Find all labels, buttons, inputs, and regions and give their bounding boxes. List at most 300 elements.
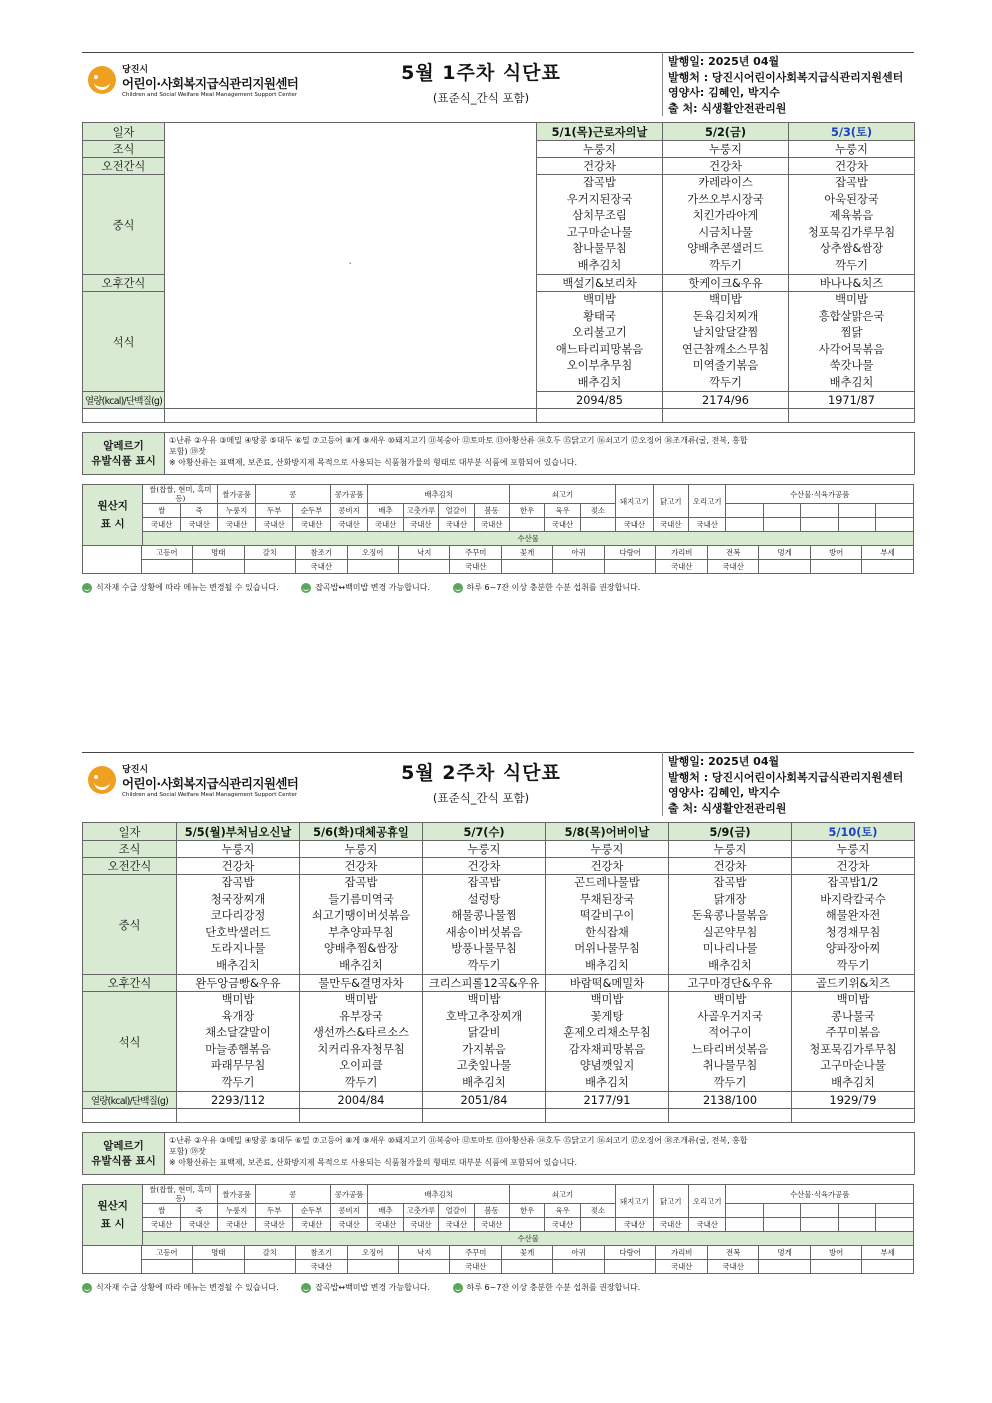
empty-cell [669,1109,792,1123]
origin-sub-header: 쌀 [143,504,180,518]
row-label: 오후간식 [83,975,177,992]
origin-table [82,1184,914,1246]
nutrition-cell: 1929/79 [792,1092,915,1109]
dish: 가쓰오부시장국 [687,192,764,206]
pm-snack-cell: 골드키위&치즈 [792,975,915,992]
dish: 배추김치 [462,1075,506,1089]
seafood-value: 국내산 [296,1260,347,1274]
origin-value: 국내산 [368,1218,403,1232]
origin-value: 국내산 [439,518,474,532]
dish: 머위나물무침 [574,942,640,955]
origin-value [509,518,544,532]
origin-sub-header: 두부 [255,1204,292,1218]
week-1-header [82,52,914,116]
origin-empty [838,1218,875,1232]
origin-empty [838,504,875,518]
nutrition-cell: 2051/84 [423,1092,546,1109]
origin-value: 국내산 [403,1218,438,1232]
dish: 쇠고기땡이버섯볶음 [311,909,411,922]
origin-group-header: 콩가공품 [330,1185,367,1204]
origin-sub-header: 죽 [180,504,218,518]
center-logo [88,62,298,106]
origin-group-header: 쌀(찹쌀, 현미, 흑미 등) [143,1185,218,1204]
origin-group-header: 수산물·식육가공품 [726,1185,914,1204]
seafood-name: 아귀 [553,546,604,560]
seafood-name: 고등어 [141,1246,192,1260]
nutrition-cell: 1971/87 [789,392,915,409]
page-title: 5월 1주차 식단표 [401,62,561,84]
breakfast-cell: 누룽지 [546,841,669,858]
dish: 제육볶음 [829,209,874,222]
origin-sub-header: 육우 [545,1204,580,1218]
origin-empty [763,504,800,518]
seafood-value: 국내산 [296,560,347,574]
note: 잡곡밥↔백미밥 변경 가능합니다. [301,1282,430,1293]
dinner-cell [300,992,423,1092]
seafood-name: 참조기 [296,546,347,560]
dish: 잡곡밥 [221,876,255,889]
dish: 아욱된장국 [824,192,879,206]
dish: 채소달걀말이 [205,1026,271,1039]
seafood-spacer [83,546,142,574]
origin-value: 국내산 [330,518,367,532]
dish: 쑥갓나물 [829,359,874,372]
seafood-name: 주꾸미 [450,1246,501,1260]
empty-cell [789,409,915,423]
origin-sub-header: 배추 [368,504,403,518]
origin-sub-header: 순두부 [293,1204,331,1218]
origin-empty [763,1204,800,1218]
seafood-name: 아귀 [553,1246,604,1260]
breakfast-cell: 누룽지 [300,841,423,858]
dish: 깍두기 [709,375,742,389]
dish: 도라지나물 [210,942,266,955]
dish: 배추김치 [339,958,383,972]
lunch-cell [669,875,792,975]
pm-snack-cell: 백설기&보리차 [537,275,663,292]
page-subtitle: (표준식_간식 포함) [432,791,530,805]
dish: 배추김치 [577,375,622,389]
empty-cell [165,409,537,423]
origin-value: 국내산 [293,518,331,532]
seafood-name: 전복 [707,1246,758,1260]
day-header: 5/8(목)어버이날 [546,823,669,841]
dietitian: 영양사: 김혜인, 박지수 [668,786,780,799]
dish: 배추김치 [585,1075,629,1089]
row-label-date: 일자 [83,123,165,141]
dish: 해물완자전 [825,909,881,922]
lunch-cell [789,175,915,275]
dish: 백미밥 [590,993,624,1006]
am-snack-cell: 건강차 [792,858,915,875]
origin-group-header: 쌀가공품 [218,485,255,504]
allergy-note: ※ 아황산류는 표백제, 보존료, 산화방지제 목적으로 사용되는 식품첨가물의 형태로 대부분 식품에 포함되어 있습니다. [169,1158,578,1167]
pm-snack-cell: 완두앙금빵&우유 [177,975,300,992]
smile-logo-icon [88,766,116,794]
origin-group-header: 쇠고기 [509,485,615,504]
breakfast-cell: 누룽지 [789,141,915,158]
logo-city: 당진시 [122,765,149,775]
notes [82,1282,914,1293]
day-header: 5/7(수) [423,823,546,841]
seafood-value: 국내산 [656,1260,707,1274]
origin-empty [726,518,763,532]
seafood-value [193,1260,244,1274]
day-header: 5/2(금) [663,123,789,141]
origin-sub-header: 육우 [545,504,580,518]
dish: 백미밥 [344,993,378,1006]
dish: 오이피클 [339,1059,383,1072]
dish: 떡갈비구이 [579,909,635,922]
origin-value: 국내산 [218,1218,255,1232]
allergy-line: ①난류 ②우유 ③메밀 ④땅콩 ⑤대두 ⑥밀 ⑦고등어 ⑧게 ⑨새우 ⑩돼지고기 ⑪복숭아 ⑫토마토 ⑬아황산류 ⑭호두 ⑮닭고기 ⑯쇠고기 ⑰오징어 ⑱조개류(굴, 전복, 홍합 [169,1136,748,1145]
smile-icon [453,583,463,593]
nutrition-cell: 2094/85 [537,392,663,409]
seafood-name: 다랑어 [604,546,655,560]
dish: 적어구이 [708,1026,752,1039]
lunch-cell [546,875,669,975]
nutrition-cell: 2004/84 [300,1092,423,1109]
origin-value: 국내산 [474,1218,509,1232]
dish: 마늘종햄볶음 [205,1042,271,1056]
lunch-cell [792,875,915,975]
empty-cell [300,1109,423,1123]
origin-sub-header: 고춧가루 [403,1204,438,1218]
seafood-spacer [83,1246,142,1274]
seafood-value [810,560,861,574]
smile-icon [453,1283,463,1293]
origin-group-header: 쌀가공품 [218,1185,255,1204]
allergy-table [82,432,915,475]
row-label-pm-snack: 오후간식 [83,275,165,292]
origin-value: 국내산 [255,518,292,532]
seafood-value [759,560,810,574]
dish: 무채된장국 [579,892,635,906]
origin-value: 국내산 [688,518,725,532]
origin-group-header: 배추김치 [368,1185,510,1204]
dish: 잡곡밥 [467,876,501,889]
origin-empty [801,1204,838,1218]
smile-icon [301,583,311,593]
origin-slot [82,1184,914,1274]
dish: 돈육김치찌개 [692,309,759,323]
dish: 카레라이스 [698,176,753,189]
origin-sub-header: 젖소 [580,504,615,518]
dish: 육개장 [221,1009,255,1023]
logo-english-name: Children and Social Welfare Meal Management Support Center [122,792,298,798]
origin-value: 국내산 [616,518,653,532]
origin-value: 국내산 [688,1218,725,1232]
allergy-line: 포함) ⑲잣 [169,1147,206,1156]
empty-cell [546,1109,669,1123]
origin-value [509,1218,544,1232]
menu-table [82,122,915,423]
seafood-value [347,1260,398,1274]
seafood-name: 멍게 [759,1246,810,1260]
row-label: 석식 [83,992,177,1092]
origin-empty [876,1218,914,1232]
seafood-value [141,1260,192,1274]
origin-group-header: 돼지고기 [616,485,653,518]
row-label: 일자 [83,823,177,841]
origin-empty [876,1204,914,1218]
dish: 시금치나물 [698,225,753,239]
dish: 치킨가라아게 [692,209,759,222]
dish: 단호박샐러드 [205,925,271,939]
am-snack-cell: 건강차 [663,158,789,175]
smile-icon [82,1283,92,1293]
dish: 깍두기 [835,258,868,272]
dish: 애느타리피망볶음 [555,342,644,356]
empty-cell [177,1109,300,1123]
am-snack-cell: 건강차 [669,858,792,875]
dish: 깍두기 [344,1075,378,1089]
empty-cell [792,1109,915,1123]
day-header: 5/5(월)부처님오신날 [177,823,300,841]
dish: 실곤약무침 [702,925,758,939]
dish: 청국장찌개 [210,892,266,906]
dish: 배추김치 [708,958,752,972]
origin-value [580,1218,615,1232]
day-header: 5/9(금) [669,823,792,841]
seafood-value [244,1260,295,1274]
am-snack-cell: 건강차 [546,858,669,875]
seafood-value [501,1260,552,1274]
seafood-value [862,560,914,574]
empty-cell [83,409,165,423]
seafood-name: 멍게 [759,546,810,560]
empty-cell [423,1109,546,1123]
origin-sub-header: 콩비지 [330,1204,367,1218]
dish: 파래무무침 [210,1059,266,1072]
row-label: 오전간식 [83,858,177,875]
dish: 양파장아찌 [825,942,881,955]
menu-table [82,822,915,1123]
dinner-cell [792,992,915,1092]
dinner-cell [669,992,792,1092]
dish: 곤드레나물밥 [574,876,640,889]
dish: 잡곡밥 [344,876,378,889]
dish: 훈제오리채소무침 [563,1026,651,1039]
origin-value: 국내산 [330,1218,367,1232]
dish: 배추김치 [829,375,874,389]
dish: 닭갈비 [467,1026,501,1039]
dish: 배추김치 [577,258,622,272]
origin-label: 원산지 표 시 [83,485,143,546]
origin-sub-header: 고춧가루 [403,504,438,518]
publisher: 발행처 : 당진시어린이사회복지급식관리지원센터 [668,70,904,84]
am-snack-cell: 건강차 [537,158,663,175]
origin-empty [726,1204,763,1218]
week-1-page [82,52,914,593]
origin-group-header: 콩가공품 [330,485,367,504]
issue-date: 발행일: 2025년 04월 [668,755,780,768]
seafood-table [82,1245,914,1274]
seafood-value: 국내산 [656,560,707,574]
allergy-line: 포함) ⑲잣 [169,447,206,456]
pm-snack-cell: 크리스피롤12곡&우유 [423,975,546,992]
seafood-name: 가리비 [656,1246,707,1260]
seafood-value: 국내산 [450,1260,501,1274]
week-2-page [82,752,914,1293]
dish: 찜닭 [840,326,863,339]
dish: 한식잡채 [585,925,629,939]
seafood-value [604,1260,655,1274]
origin-empty [763,1218,800,1232]
seafood-name: 방어 [810,1246,861,1260]
dish: 해물콩나물찜 [451,909,517,922]
dish: 날치알달걀찜 [692,326,759,339]
origin-value: 국내산 [218,518,255,532]
origin-group-header: 배추김치 [368,485,510,504]
seafood-value: 국내산 [707,1260,758,1274]
logo-name: 어린이·사회복지급식관리지원센터 [122,776,299,791]
note: 식자재 수급 상황에 따라 메뉴는 변경될 수 있습니다. [82,582,279,593]
page-subtitle: (표준식_간식 포함) [432,91,530,105]
dish: 잡곡밥 [835,176,868,189]
lunch-cell [423,875,546,975]
origin-value: 국내산 [439,1218,474,1232]
dish: 사골우거지국 [697,1009,763,1023]
lunch-cell [663,175,789,275]
dish: 배추김치 [585,958,629,972]
dish: 우거지된장국 [566,192,633,206]
row-label-am-snack: 오전간식 [83,158,165,175]
seafood-name: 오징어 [347,546,398,560]
blank-cell: ` [165,123,537,409]
am-snack-cell: 건강차 [300,858,423,875]
origin-group-header: 콩 [255,485,330,504]
allergy-list [165,433,915,475]
dish: 고구마순나물 [820,1059,886,1072]
nutrition-cell: 2174/96 [663,392,789,409]
dish: 주꾸미볶음 [825,1026,881,1039]
origin-value: 국내산 [368,518,403,532]
seafood-value [141,560,192,574]
dish: 치커리유자청무침 [317,1042,405,1056]
origin-sub-header: 콩비지 [330,504,367,518]
empty-cell [663,409,789,423]
smile-icon [301,1283,311,1293]
origin-value: 국내산 [653,518,688,532]
logo-name: 어린이·사회복지급식관리지원센터 [122,76,299,91]
origin-empty [726,504,763,518]
allergy-table [82,1132,915,1175]
seafood-name: 고등어 [141,546,192,560]
dish: 참나물무침 [572,242,627,255]
origin-value: 국내산 [653,1218,688,1232]
origin-empty [801,1218,838,1232]
seafood-name: 갈치 [244,546,295,560]
seafood-name: 꽃게 [501,546,552,560]
dish: 오리불고기 [572,326,627,339]
dish: 청포묵김가루무침 [807,225,896,239]
allergy-list [165,1133,915,1175]
dish: 백미밥 [583,293,616,306]
allergy-line: ①난류 ②우유 ③메밀 ④땅콩 ⑤대두 ⑥밀 ⑦고등어 ⑧게 ⑨새우 ⑩돼지고기 ⑪복숭아 ⑫토마토 ⑬아황산류 ⑭호두 ⑮닭고기 ⑯쇠고기 ⑰오징어 ⑱조개류(굴, 전복, 홍합 [169,436,748,445]
origin-empty [763,518,800,532]
dish: 고구마순나물 [566,225,633,239]
dish: 백미밥 [467,993,501,1006]
breakfast-cell: 누룽지 [537,141,663,158]
dinner-cell [663,292,789,392]
dinner-cell [423,992,546,1092]
origin-sub-header: 배추 [368,1204,403,1218]
row-label-lunch: 중식 [83,175,165,275]
origin-group-header: 콩 [255,1185,330,1204]
note: 하루 6~7잔 이상 충분한 수분 섭취를 권장합니다. [453,582,641,593]
origin-group-header: 닭고기 [653,485,688,518]
dish: 들기름미역국 [328,892,394,906]
pm-snack-cell: 바람떡&메밀차 [546,975,669,992]
seafood-value [501,560,552,574]
origin-value: 국내산 [255,1218,292,1232]
seafood-name: 부세 [862,546,914,560]
dish: 상추쌈&쌈장 [819,242,884,255]
seafood-name: 다랑어 [604,1246,655,1260]
origin-value [580,518,615,532]
note: 식자재 수급 상황에 따라 메뉴는 변경될 수 있습니다. [82,1282,279,1293]
dish: 백미밥 [836,993,870,1006]
origin-value: 국내산 [143,518,180,532]
origin-sub-header: 죽 [180,1204,218,1218]
dish: 새송이버섯볶음 [445,925,523,939]
dish: 잡곡밥 [583,176,616,189]
origin-value: 국내산 [616,1218,653,1232]
seafood-value [553,560,604,574]
origin-group-header: 오리고기 [688,485,725,518]
day-header: 5/1(목)근로자의날 [537,123,663,141]
page-title: 5월 2주차 식단표 [401,762,561,784]
seafood-name: 주꾸미 [450,546,501,560]
allergy-note: ※ 아황산류는 표백제, 보존료, 산화방지제 목적으로 사용되는 식품첨가물의 형태로 대부분 식품에 포함되어 있습니다. [169,458,578,467]
row-label-nutrition: 열량(kcal)/단백질(g) [83,392,165,409]
day-header-saturday: 5/3(토) [789,123,915,141]
origin-sub-header: 젖소 [580,1204,615,1218]
origin-value: 국내산 [180,1218,218,1232]
dish: 잡곡밥 [713,876,747,889]
breakfast-cell: 누룽지 [423,841,546,858]
nutrition-cell: 2177/91 [546,1092,669,1109]
seafood-name: 명태 [193,1246,244,1260]
origin-value: 국내산 [474,518,509,532]
dish: 취나물무침 [702,1059,758,1072]
seafood-title: 수산물 [143,1232,914,1246]
origin-sub-header: 얼갈이 [439,504,474,518]
origin-group-header: 쌀(찹쌀, 현미, 흑미 등) [143,485,218,504]
pm-snack-cell: 바나나&치즈 [789,275,915,292]
origin-sub-header: 봄동 [474,504,509,518]
note: 잡곡밥↔백미밥 변경 가능합니다. [301,582,430,593]
seafood-value [193,560,244,574]
seafood-value [604,560,655,574]
origin-empty [801,518,838,532]
seafood-name: 명태 [193,546,244,560]
origin-sub-header: 얼갈이 [439,1204,474,1218]
origin-group-header: 오리고기 [688,1185,725,1218]
origin-sub-header: 봄동 [474,1204,509,1218]
day-header: 5/6(화)대체공휴일 [300,823,423,841]
publisher: 발행처 : 당진시어린이사회복지급식관리지원센터 [668,770,904,784]
dish: 백미밥 [835,293,868,306]
seafood-name: 낙지 [398,1246,449,1260]
source: 출 처: 식생활안전관리원 [668,101,787,115]
seafood-value [862,1260,914,1274]
seafood-name: 갈치 [244,1246,295,1260]
seafood-value [810,1260,861,1274]
dish: 유부장국 [339,1009,383,1023]
publication-info [668,54,903,116]
